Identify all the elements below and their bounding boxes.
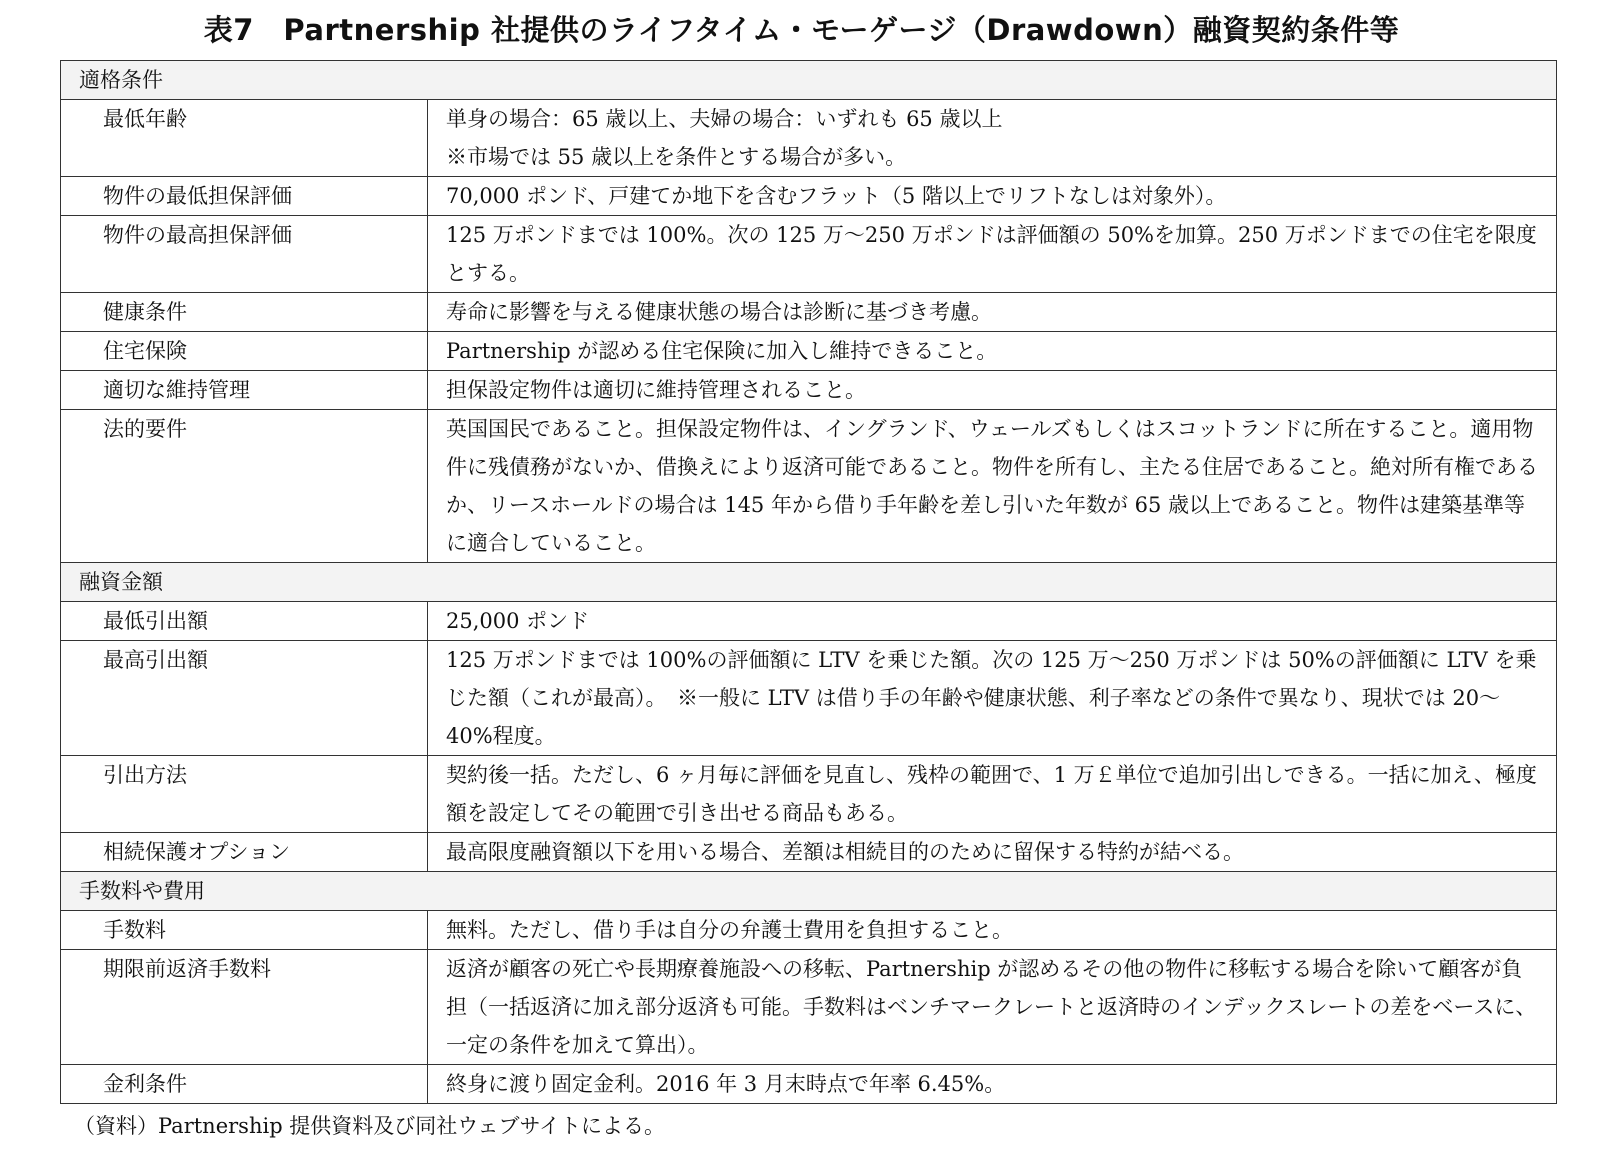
row-label: 金利条件 [61,1065,428,1104]
row-label: 期限前返済手数料 [61,950,428,1065]
row-value: 返済が顧客の死亡や長期療養施設への移転、Partnership が認めるその他の物件に移転する場合を除いて顧客が負担（一括返済に加え部分返済も可能。手数料はベンチマークレートと返済時のインデックスレートの差をベースに、一定の条件を加えて算出）。 [428,950,1557,1065]
section-header-row [61,872,1557,911]
row-value: 25,000 ポンド [428,602,1557,641]
row-label: 相続保護オプション [61,833,428,872]
table-row [61,1065,1557,1104]
table-row [61,293,1557,332]
row-label: 最低引出額 [61,602,428,641]
row-value-text: 単身の場合：65 歳以上、夫婦の場合：いずれも 65 歳以上 ※市場では 55 歳以上を条件とする場合が多い。 [446,107,1003,169]
row-label: 手数料 [61,911,428,950]
table-row [61,602,1557,641]
row-label: 物件の最低担保評価 [61,177,428,216]
row-value [428,100,1557,177]
row-label: 適切な維持管理 [61,371,428,410]
row-value: 担保設定物件は適切に維持管理されること。 [428,371,1557,410]
row-label: 物件の最高担保評価 [61,216,428,293]
row-label: 健康条件 [61,293,428,332]
table-title: 表7 Partnership 社提供のライフタイム・モーゲージ（Drawdown）融資契約条件等 [203,13,1400,47]
terms-table [60,60,1557,1104]
table-row [61,911,1557,950]
section-header-row [61,61,1557,100]
row-value: 70,000 ポンド、戸建てか地下を含むフラット（5 階以上でリフトなしは対象外）。 [428,177,1557,216]
row-label: 最低年齢 [61,100,428,177]
row-value: 125 万ポンドまでは 100%の評価額に LTV を乗じた額。次の 125 万～250 万ポンドは 50%の評価額に LTV を乗じた額（これが最高）。 ※一般に LTV は借り手の年齢や健康状態、利子率などの条件で異なり、現状では 20～40%程度。 [428,641,1557,756]
row-value: 契約後一括。ただし、6 ヶ月毎に評価を見直し、残枠の範囲で、1 万￡単位で追加引出しできる。一括に加え、極度額を設定してその範囲で引き出せる商品もある。 [428,756,1557,833]
row-value: 寿命に影響を与える健康状態の場合は診断に基づき考慮。 [428,293,1557,332]
row-label: 最高引出額 [61,641,428,756]
row-value: Partnership が認める住宅保険に加入し維持できること。 [428,332,1557,371]
row-label: 住宅保険 [61,332,428,371]
row-value: 英国国民であること。担保設定物件は、イングランド、ウェールズもしくはスコットランドに所在すること。適用物件に残債務がないか、借換えにより返済可能であること。物件を所有し、主たる住居であること。絶対所有権であるか、リースホールドの場合は 145 年から借り手年齢を差し引いた年数が 65 歳以上であること。物件は建築基準等に適合していること。 [428,410,1557,563]
section-header-eligibility: 適格条件 [61,61,1557,100]
row-label: 引出方法 [61,756,428,833]
table-row [61,950,1557,1065]
table-row [61,410,1557,563]
table-row [61,833,1557,872]
section-header-fees: 手数料や費用 [61,872,1557,911]
row-value: 最高限度融資額以下を用いる場合、差額は相続目的のために留保する特約が結べる。 [428,833,1557,872]
table-row [61,641,1557,756]
source-note: （資料）Partnership 提供資料及び同社ウェブサイトによる。 [74,1114,665,1138]
table-row [61,216,1557,293]
row-value: 終身に渡り固定金利。2016 年 3 月末時点で年率 6.45%。 [428,1065,1557,1104]
row-value: 無料。ただし、借り手は自分の弁護士費用を負担すること。 [428,911,1557,950]
table-row [61,371,1557,410]
table-row [61,177,1557,216]
section-header-row [61,563,1557,602]
row-value: 125 万ポンドまでは 100%。次の 125 万～250 万ポンドは評価額の 50%を加算。250 万ポンドまでの住宅を限度とする。 [428,216,1557,293]
section-header-loan-amount: 融資金額 [61,563,1557,602]
table-row [61,332,1557,371]
table-row [61,100,1557,177]
row-label: 法的要件 [61,410,428,563]
table-row [61,756,1557,833]
